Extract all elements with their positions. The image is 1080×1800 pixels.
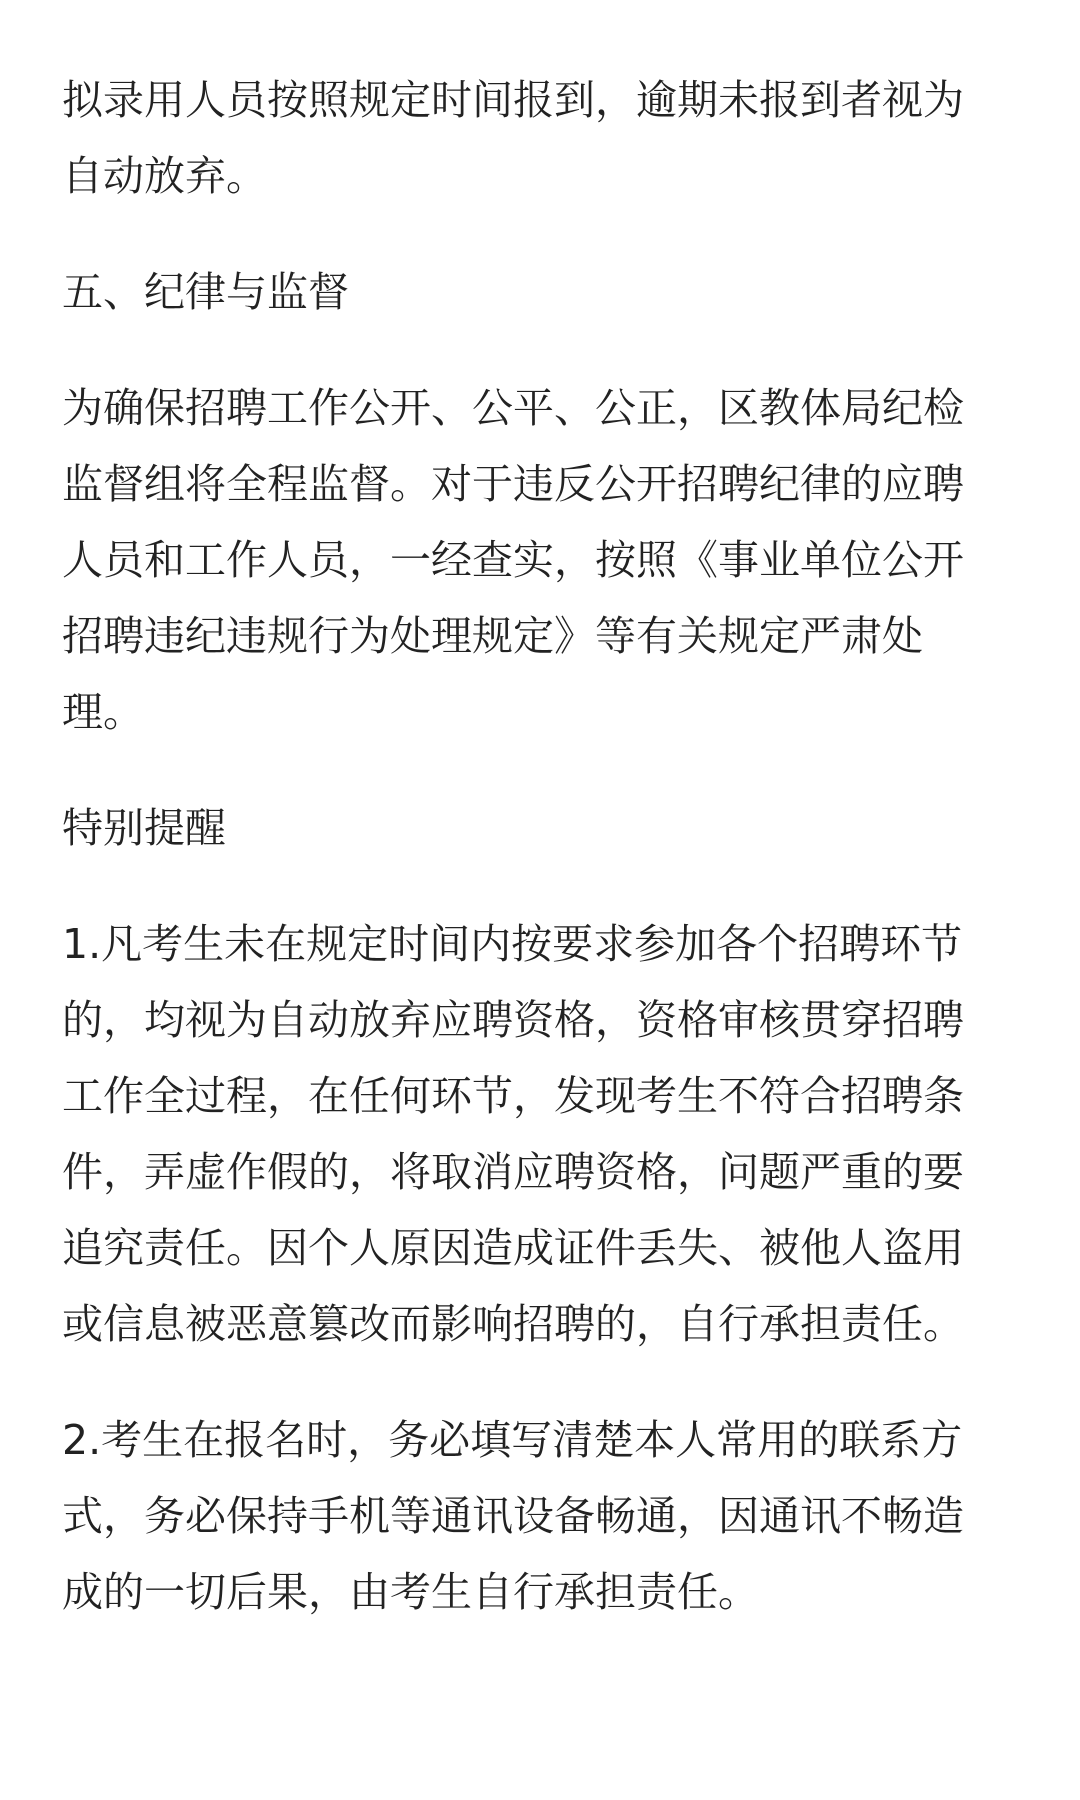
paragraph-gap [62,1362,1022,1402]
text-line: 理。 [62,688,144,736]
heading-text: 五、纪律与监督 [62,268,349,316]
section-heading-special-reminder [62,790,1022,866]
text-line: 2.考生在报名时，务必填写清楚本人常用的联系方 [62,1416,963,1464]
top-spacer [62,0,1022,62]
text-line: 招聘违纪违规行为处理规定》等有关规定严肃处 [62,612,923,660]
paragraph-gap [62,330,1022,370]
text-line: 的，均视为自动放弃应聘资格，资格审核贯穿招聘 [62,996,964,1044]
text-line: 人员和工作人员，一经查实，按照《事业单位公开 [62,536,964,584]
heading-text: 特别提醒 [62,804,226,852]
article-body [62,0,1022,1630]
text-line: 1.凡考生未在规定时间内按要求参加各个招聘环节 [62,920,963,968]
paragraph-gap [62,750,1022,790]
text-line: 为确保招聘工作公开、公平、公正，区教体局纪检 [62,384,964,432]
paragraph-gap [62,214,1022,254]
text-line: 或信息被恶意篡改而影响招聘的，自行承担责任。 [62,1300,964,1348]
paragraph-reminder-2 [62,1402,1022,1630]
paragraph-supervision [62,370,1022,750]
section-heading-discipline [62,254,1022,330]
text-line: 追究责任。因个人原因造成证件丢失、被他人盗用 [62,1224,964,1272]
text-line: 工作全过程，在任何环节，发现考生不符合招聘条 [62,1072,964,1120]
text-line: 自动放弃。 [62,152,267,200]
text-line: 拟录用人员按照规定时间报到，逾期未报到者视为 [62,76,964,124]
text-line: 成的一切后果，由考生自行承担责任。 [62,1568,759,1616]
text-line: 监督组将全程监督。对于违反公开招聘纪律的应聘 [62,460,964,508]
paragraph-gap [62,866,1022,906]
text-line: 件，弄虚作假的，将取消应聘资格，问题严重的要 [62,1148,964,1196]
text-line: 式，务必保持手机等通讯设备畅通，因通讯不畅造 [62,1492,964,1540]
paragraph-report-deadline [62,62,1022,214]
paragraph-reminder-1 [62,906,1022,1362]
